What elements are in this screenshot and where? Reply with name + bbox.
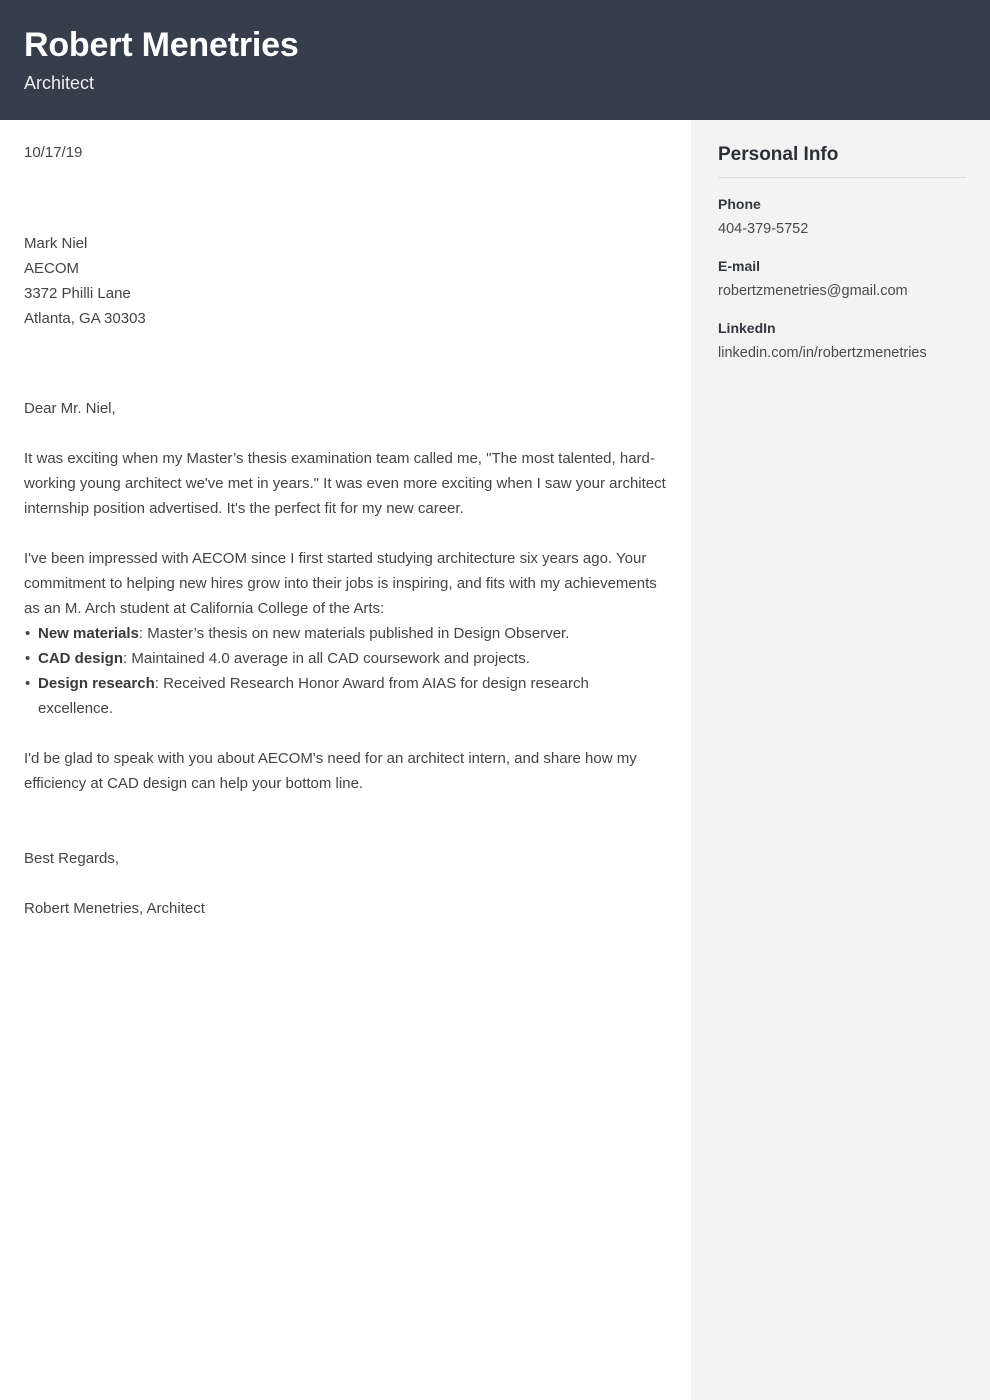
sidebar-label-linkedin: LinkedIn — [718, 320, 776, 336]
bullet-icon: • — [25, 675, 31, 692]
list-item-text: : Received Research Honor Award from AIAS for design research excellence. — [38, 675, 589, 717]
letter-signature: Robert Menetries, Architect — [24, 900, 205, 917]
sidebar-label-email: E-mail — [718, 258, 761, 274]
letter-salutation: Dear Mr. Niel, — [24, 400, 116, 417]
letter-main-column — [0, 120, 691, 1400]
list-item-text: : Master’s thesis on new materials published in Design Observer. — [138, 625, 570, 642]
recipient-street: 3372 Philli Lane — [24, 285, 131, 302]
sidebar-value-email[interactable]: robertzmenetries@gmail.com — [718, 283, 908, 299]
sidebar-item-email — [718, 256, 966, 302]
sidebar-item-phone — [718, 194, 966, 240]
list-item-term: CAD design — [38, 650, 124, 667]
list-item-term: Design research — [38, 675, 155, 692]
letter-date: 10/17/19 — [24, 144, 83, 161]
personal-info-sidebar — [691, 120, 990, 1400]
letter-header — [0, 0, 990, 120]
sidebar-item-linkedin — [718, 318, 966, 364]
letter-paragraph-1: It was exciting when my Master’s thesis examination team called me, "The most talented, hard-working young architect we've met in years." It was even more exciting when I saw your architect internship position advertised. It's the perfect fit for my new career. — [24, 450, 666, 517]
sidebar-label-phone: Phone — [718, 196, 761, 212]
recipient-company: AECOM — [24, 260, 80, 277]
sidebar-value-linkedin[interactable]: linkedin.com/in/robertzmenetries — [718, 345, 927, 361]
sidebar-heading: Personal Info — [718, 142, 966, 178]
list-item — [24, 671, 667, 721]
sidebar-value-phone: 404-379-5752 — [718, 221, 809, 237]
letter-paragraph-3: I'd be glad to speak with you about AECOM's need for an architect intern, and share how my efficiency at CAD design can help your bottom line. — [24, 750, 637, 792]
list-item-term: New materials — [38, 625, 139, 642]
recipient-city-state-zip: Atlanta, GA 30303 — [24, 310, 146, 327]
bullet-icon: • — [25, 625, 31, 642]
recipient-address-block — [24, 231, 667, 331]
list-item — [24, 646, 667, 671]
header-job-title: Architect — [24, 73, 95, 93]
list-item-text: : Maintained 4.0 average in all CAD coursework and projects. — [123, 650, 530, 667]
letter-body-columns — [0, 120, 990, 1400]
letter-paragraph-2: I've been impressed with AECOM since I first started studying architecture six years ago. Your commitment to helping new hires grow into their jobs is inspiring, and fits with my achievements as an M. Arch student at California College of the Arts: — [24, 550, 657, 617]
list-item — [24, 621, 667, 646]
page-title: Robert Menetries — [24, 26, 299, 64]
bullet-icon: • — [25, 650, 31, 667]
achievements-list — [24, 621, 667, 721]
letter-closing: Best Regards, — [24, 850, 120, 867]
recipient-name: Mark Niel — [24, 235, 88, 252]
